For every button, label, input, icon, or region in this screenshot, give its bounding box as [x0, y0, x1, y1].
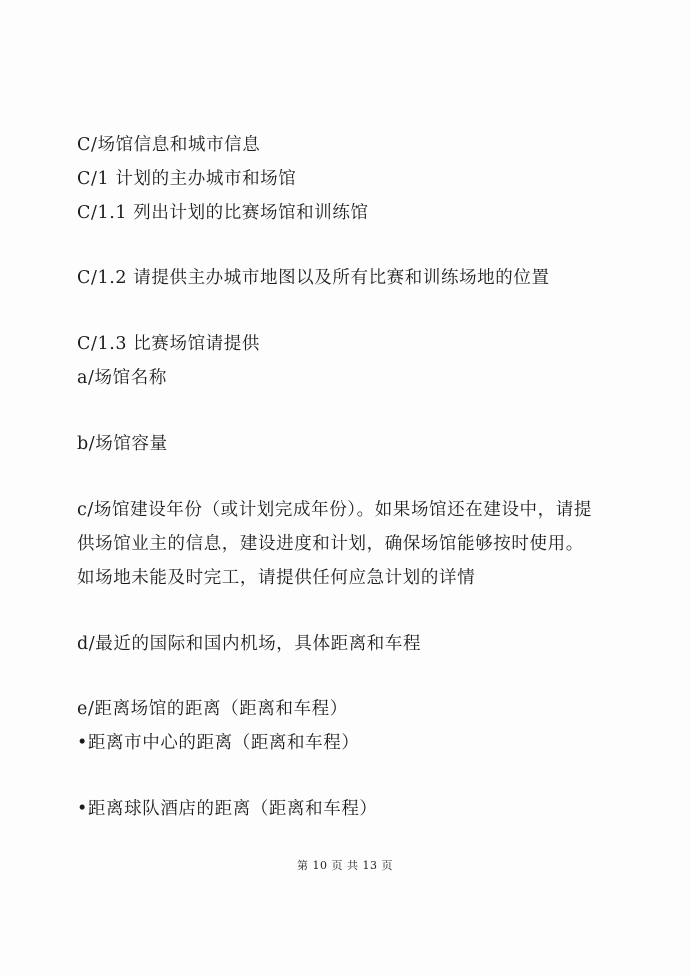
item-city-map: C/1.2 请提供主办城市地图以及所有比赛和训练场地的位置 — [77, 268, 550, 288]
item-venue-capacity: b/场馆容量 — [77, 434, 168, 454]
section-heading-venue-city-info: C/场馆信息和城市信息 — [77, 135, 261, 155]
item-nearest-airports: d/最近的国际和国内机场，具体距离和车程 — [77, 634, 422, 654]
item-venue-provide: C/1.3 比赛场馆请提供 — [77, 334, 260, 354]
item-construction-year-line2: 供场馆业主的信息，建设进度和计划，确保场馆能够按时使用。 — [77, 534, 584, 554]
item-venue-name: a/场馆名称 — [77, 368, 167, 388]
page-number-footer: 第 10 页 共 13 页 — [297, 859, 393, 872]
item-construction-year-line3: 如场地未能及时完工，请提供任何应急计划的详情 — [77, 568, 476, 588]
section-heading-host-city-venues: C/1 计划的主办城市和场馆 — [77, 169, 297, 189]
item-construction-year-line1: c/场馆建设年份（或计划完成年份）。如果场馆还在建设中，请提 — [77, 500, 592, 520]
bullet-distance-city-center: •距离市中心的距离（距离和车程） — [77, 733, 360, 753]
item-distance-venue: e/距离场馆的距离（距离和车程） — [77, 699, 348, 719]
bullet-distance-team-hotel: •距离球队酒店的距离（距离和车程） — [77, 799, 378, 819]
item-list-venues: C/1.1 列出计划的比赛场馆和训练馆 — [77, 203, 369, 223]
